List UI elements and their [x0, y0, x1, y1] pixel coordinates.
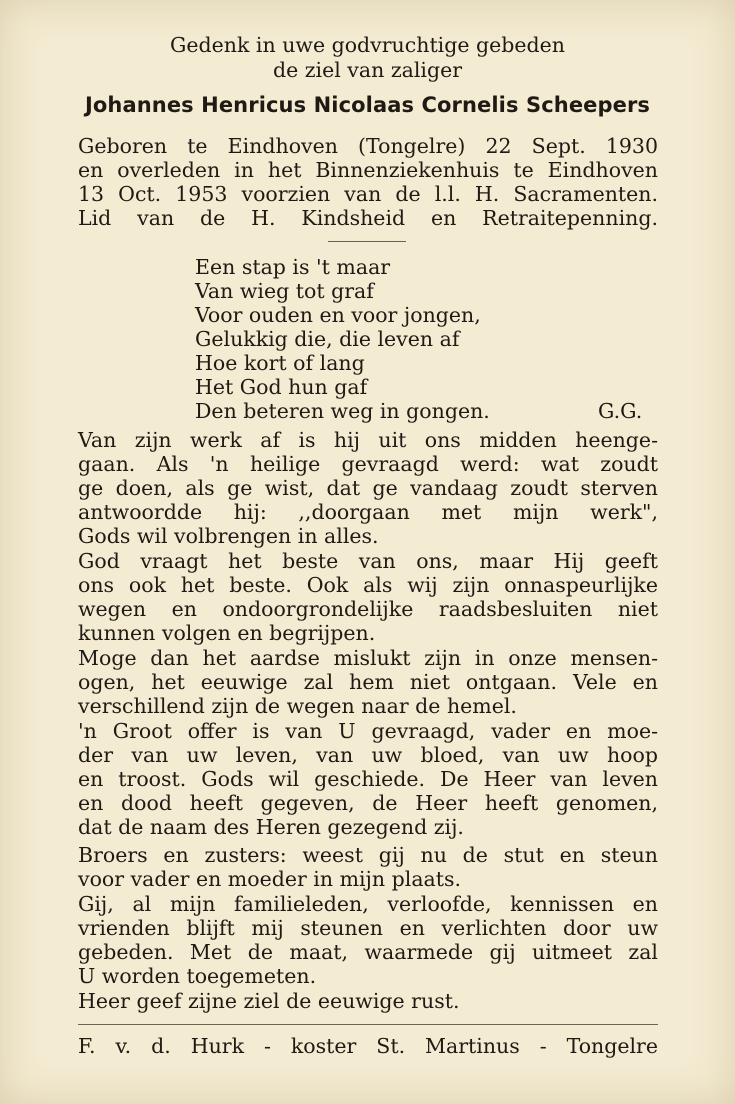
body-line: ge doen, als ge wist, dat ge vandaag zoudt sterven — [78, 476, 658, 500]
footer-divider — [78, 1024, 658, 1025]
bio-line: Lid van de H. Kindsheid en Retraitepenning. — [78, 206, 658, 230]
bio-line: 13 Oct. 1953 voorzien van de l.l. H. Sacramenten. — [78, 182, 658, 206]
poem-line: Den beteren weg in gongen. — [195, 399, 490, 423]
body-line: en troost. Gods wil geschiede. De Heer van leven — [78, 767, 658, 791]
poem-author: G.G. — [598, 399, 643, 423]
body-line: God vraagt het beste van ons, maar Hij geeft — [78, 549, 658, 573]
short-divider — [328, 241, 406, 242]
body-line: kunnen volgen en begrijpen. — [78, 621, 376, 645]
body-line: Van zijn werk af is hij uit ons midden heenge- — [78, 428, 658, 452]
header-line-1: Gedenk in uwe godvruchtige gebeden — [170, 33, 565, 57]
bio-line: Geboren te Eindhoven (Tongelre) 22 Sept. 1930 — [78, 134, 658, 158]
body-line: 'n Groot offer is van U gevraagd, vader en moe- — [78, 719, 658, 743]
body-line: en dood heeft gegeven, de Heer heeft genomen, — [78, 791, 658, 815]
poem-line: Van wieg tot graf — [195, 279, 374, 303]
body-line: Gods wil volbrengen in alles. — [78, 524, 379, 548]
body-line: gebeden. Met de maat, waarmede gij uitmeet zal — [78, 940, 658, 964]
body-line: wegen en ondoorgrondelijke raadsbesluiten niet — [78, 597, 658, 621]
body-line: Broers en zusters: weest gij nu de stut en steun — [78, 843, 658, 867]
deceased-name: Johannes Henricus Nicolaas Cornelis Scheepers — [84, 93, 651, 117]
poem-line: Het God hun gaf — [195, 375, 368, 399]
poem-line: Een stap is 't maar — [195, 255, 391, 279]
body-line: antwoordde hij: ,,doorgaan met mijn werk", — [78, 500, 658, 524]
poem-line: Voor ouden en voor jongen, — [195, 303, 481, 327]
body-line: dat de naam des Heren gezegend zij. — [78, 815, 464, 839]
body-line: Gij, al mijn familieleden, verloofde, kennissen en — [78, 892, 658, 916]
body-line: der van uw leven, van uw bloed, van uw hoop — [78, 743, 658, 767]
body-line: voor vader en moeder in mijn plaats. — [78, 867, 462, 891]
body-line: Moge dan het aardse mislukt zijn in onze mensen- — [78, 646, 658, 670]
header-line-2: de ziel van zaliger — [272, 58, 463, 82]
poem-line: Hoe kort of lang — [195, 351, 365, 375]
body-line: ons ook het beste. Ook als wij zijn onnaspeurlijke — [78, 573, 658, 597]
body-line: verschillend zijn de wegen naar de hemel. — [78, 694, 517, 718]
body-line: ogen, het eeuwige zal hem niet ontgaan. Vele en — [78, 670, 658, 694]
body-line: gaan. Als 'n heilige gevraagd werd: wat zoudt — [78, 452, 658, 476]
body-line: Heer geef zijne ziel de eeuwige rust. — [78, 989, 460, 1013]
poem-line: Gelukkig die, die leven af — [195, 327, 460, 351]
body-line: U worden toegemeten. — [78, 964, 317, 988]
printer-footer: F. v. d. Hurk - koster St. Martinus - Tongelre — [78, 1034, 658, 1058]
body-line: vrienden blijft mij steunen en verlichten door uw — [78, 916, 658, 940]
bio-line: en overleden in het Binnenziekenhuis te Eindhoven — [78, 158, 658, 182]
